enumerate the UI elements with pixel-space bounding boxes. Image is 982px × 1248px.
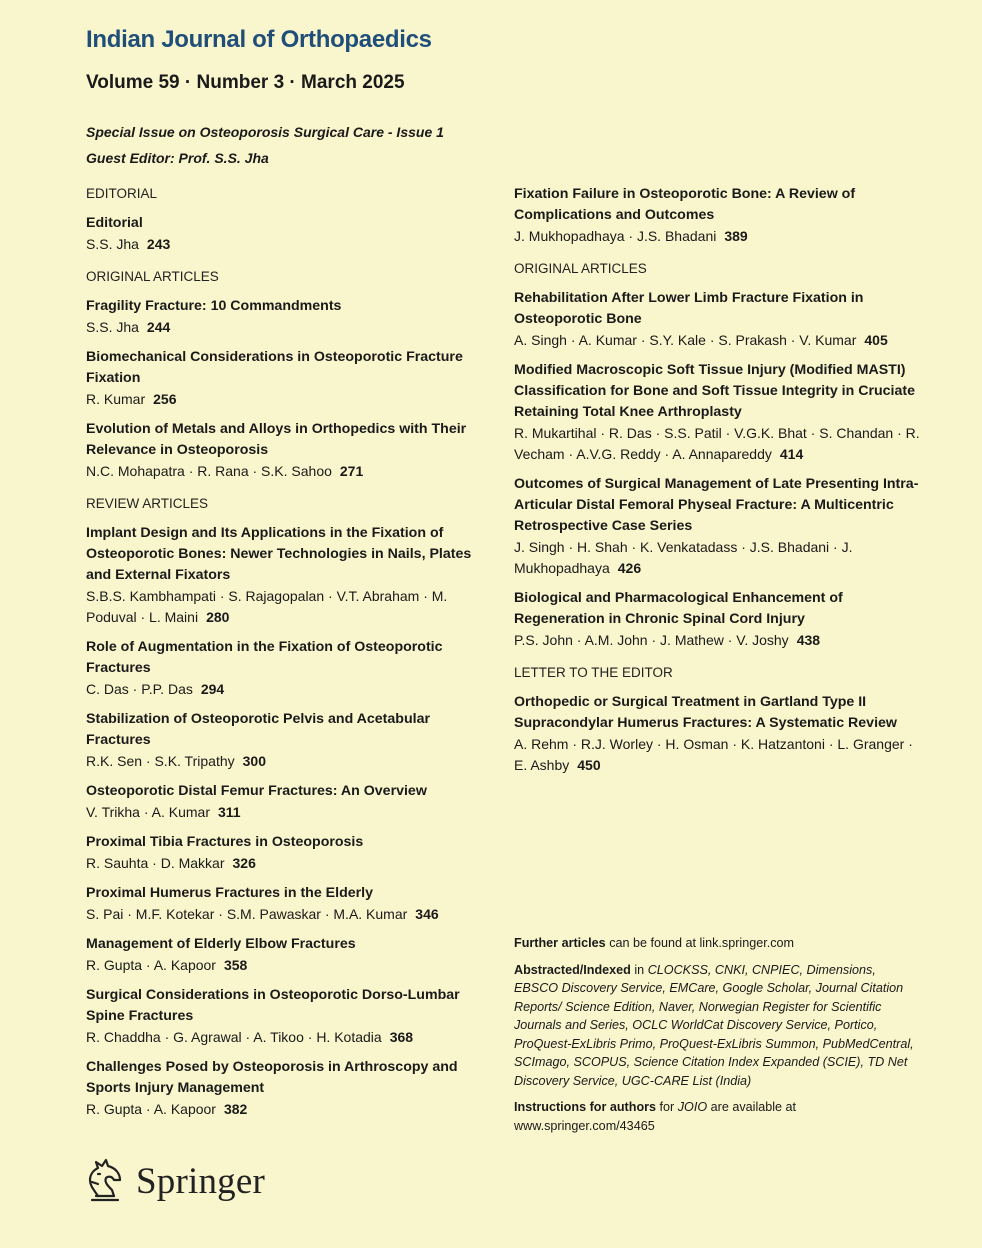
section-heading: REVIEW ARTICLES (86, 496, 209, 511)
author-names: J. Mukhopadhaya · J.S. Bhadani (514, 228, 717, 244)
toc-section (86, 494, 486, 1120)
journal-title: Indian Journal of Orthopaedics (86, 26, 432, 53)
toc-article[interactable] (514, 588, 924, 651)
toc-section (514, 259, 924, 651)
toc-section (514, 663, 924, 776)
author-names: R. Sauhta · D. Makkar (86, 855, 225, 871)
abstracted-indexed (514, 961, 914, 1091)
article-title[interactable]: Orthopedic or Surgical Treatment in Gartland Type II Supracondylar Humerus Fractures: A Systematic Review (514, 694, 897, 731)
article-title[interactable]: Osteoporotic Distal Femur Fractures: An Overview (86, 783, 427, 799)
page-number: 280 (206, 609, 230, 625)
guest-editor: Guest Editor: Prof. S.S. Jha (86, 150, 269, 166)
author-names: A. Singh · A. Kumar · S.Y. Kale · S. Prakash · V. Kumar (514, 332, 857, 348)
article-authors (86, 679, 486, 700)
page-number: 244 (146, 319, 171, 335)
page-number: 450 (577, 757, 601, 773)
author-names: A. Rehm · R.J. Worley · H. Osman · K. Hatzantoni · L. Granger · E. Ashby (514, 736, 913, 773)
author-names: S.S. Jha (86, 236, 139, 252)
toc-section (86, 184, 486, 255)
page-number: 243 (146, 236, 171, 252)
article-title[interactable]: Management of Elderly Elbow Fractures (86, 936, 356, 952)
toc-article[interactable] (514, 692, 924, 776)
abstracted-list: CLOCKSS, CNKI, CNPIEC, Dimensions, EBSCO Discovery Service, EMCare, Google Scholar, Journal Citation Reports/ Science Edition, Naver, Norwegian Register for Scientific Journals and Series, OCLC WorldCat Discovery Service, Portico, ProQuest-ExLibris Primo, ProQuest-ExLibris Summon, PubMedCentral, SCImago, SCOPUS, Science Citation Index Expanded (SCIE), TD Net Discovery Service, UGC-CARE List (India) (514, 962, 914, 1088)
article-title[interactable]: Modified Macroscopic Soft Tissue Injury (Modified MASTI) Classification for Bone and Soft Tissue Integrity in Cruciate Retaining Total Knee Arthroplasty (514, 362, 915, 420)
article-authors (514, 226, 924, 247)
article-title[interactable]: Outcomes of Surgical Management of Late Presenting Intra-Articular Distal Femoral Physeal Fracture: A Multicentric Retrospective Case Series (514, 476, 919, 534)
toc-article[interactable] (86, 1057, 486, 1120)
article-authors (86, 461, 486, 482)
article-authors (514, 630, 924, 651)
article-authors (86, 904, 486, 925)
author-names: V. Trikha · A. Kumar (86, 804, 210, 820)
article-authors (86, 1027, 486, 1048)
page-number: 426 (617, 560, 642, 576)
toc-left-column (86, 184, 486, 1132)
section-heading: LETTER TO THE EDITOR (514, 665, 673, 680)
author-names: S. Pai · M.F. Kotekar · S.M. Pawaskar · M.A. Kumar (86, 906, 408, 922)
abstracted-label: Abstracted/Indexed (514, 962, 631, 977)
page-number: 294 (200, 681, 225, 697)
instructions-for-authors (514, 1098, 914, 1135)
further-articles (514, 934, 914, 953)
instructions-text: are available at www.springer.com/43465 (514, 1100, 797, 1133)
article-authors (514, 330, 924, 351)
page-number: 311 (217, 804, 241, 820)
abstracted-in: in (634, 962, 645, 977)
toc-article[interactable] (514, 184, 924, 247)
toc-article[interactable] (86, 934, 486, 976)
article-authors (86, 234, 486, 255)
section-heading: EDITORIAL (86, 186, 158, 201)
special-issue-block (86, 119, 444, 171)
article-title[interactable]: Biological and Pharmacological Enhancement of Regeneration in Chronic Spinal Cord Injury (514, 590, 843, 627)
page-number: 256 (153, 391, 177, 407)
article-title[interactable]: Proximal Humerus Fractures in the Elderly (86, 885, 373, 901)
article-title[interactable]: Editorial (86, 215, 143, 231)
journal-info (514, 934, 914, 1143)
further-articles-text: can be found at link.springer.com (609, 936, 795, 950)
toc-article[interactable] (86, 419, 486, 482)
author-names: C. Das · P.P. Das (86, 681, 193, 697)
instructions-for: for (659, 1100, 675, 1114)
article-authors (86, 586, 486, 628)
page-number: 389 (724, 228, 748, 244)
article-authors (514, 423, 924, 465)
author-names: N.C. Mohapatra · R. Rana · S.K. Sahoo (86, 463, 332, 479)
author-names: R.K. Sen · S.K. Tripathy (86, 753, 235, 769)
springer-wordmark: Springer (136, 1161, 266, 1202)
toc-right-column (514, 184, 924, 788)
toc-article[interactable] (86, 709, 486, 772)
article-authors (86, 802, 486, 823)
page-number: 382 (223, 1101, 248, 1117)
page-number: 438 (796, 632, 821, 648)
article-authors (86, 389, 486, 410)
article-authors (86, 317, 486, 338)
page-number: 271 (339, 463, 364, 479)
section-heading: ORIGINAL ARTICLES (514, 261, 647, 276)
special-issue-title: Special Issue on Osteoporosis Surgical Care - Issue 1 (86, 124, 444, 140)
instructions-label: Instructions for authors (514, 1100, 657, 1114)
page-number: 368 (389, 1029, 414, 1045)
author-names: S.B.S. Kambhampati · S. Rajagopalan · V.T. Abraham · M. Poduval · L. Maini (86, 588, 448, 625)
author-names: R. Gupta · A. Kapoor (86, 1101, 216, 1117)
toc-article[interactable] (86, 832, 486, 874)
article-title[interactable]: Role of Augmentation in the Fixation of Osteoporotic Fractures (86, 639, 443, 676)
article-title[interactable]: Fixation Failure in Osteoporotic Bone: A Review of Complications and Outcomes (514, 186, 856, 223)
toc-section (86, 267, 486, 482)
article-authors (514, 734, 924, 776)
toc-article[interactable] (86, 883, 486, 925)
article-authors (86, 853, 486, 874)
page-number: 346 (415, 906, 439, 922)
author-names: P.S. John · A.M. John · J. Mathew · V. Joshy (514, 632, 789, 648)
toc-article[interactable] (514, 474, 924, 579)
article-title[interactable]: Surgical Considerations in Osteoporotic Dorso-Lumbar Spine Fractures (86, 987, 460, 1024)
volume-line: Volume 59 · Number 3 · March 2025 (86, 72, 405, 93)
toc-article[interactable] (514, 288, 924, 351)
page-number: 300 (242, 753, 266, 769)
toc-article[interactable] (86, 523, 486, 628)
article-authors (86, 955, 486, 976)
author-names: J. Singh · H. Shah · K. Venkatadass · J.S. Bhadani · J. Mukhopadhaya (514, 539, 853, 576)
article-title[interactable]: Stabilization of Osteoporotic Pelvis and Acetabular Fractures (86, 711, 430, 748)
author-names: R. Gupta · A. Kapoor (86, 957, 216, 973)
article-title[interactable]: Fragility Fracture: 10 Commandments (86, 298, 342, 314)
toc-article[interactable] (86, 296, 486, 338)
instructions-journal: JOIO (677, 1100, 708, 1114)
further-articles-label: Further articles (514, 936, 606, 950)
toc-article[interactable] (514, 360, 924, 465)
author-names: R. Chaddha · G. Agrawal · A. Tikoo · H. Kotadia (86, 1029, 382, 1045)
toc-section (514, 184, 924, 247)
article-title[interactable]: Biomechanical Considerations in Osteoporotic Fracture Fixation (86, 349, 463, 386)
page-number: 414 (779, 446, 804, 462)
article-title[interactable]: Evolution of Metals and Alloys in Orthopedics with Their Relevance in Osteoporosis (86, 421, 467, 458)
article-authors (86, 1099, 486, 1120)
author-names: S.S. Jha (86, 319, 139, 335)
toc-article[interactable] (86, 637, 486, 700)
section-heading: ORIGINAL ARTICLES (86, 269, 219, 284)
page-number: 358 (223, 957, 248, 973)
article-authors (86, 751, 486, 772)
article-title[interactable]: Challenges Posed by Osteoporosis in Arthroscopy and Sports Injury Management (86, 1059, 458, 1096)
springer-logo (84, 1156, 265, 1207)
article-title[interactable]: Rehabilitation After Lower Limb Fracture Fixation in Osteoporotic Bone (514, 290, 864, 327)
toc-article[interactable] (86, 781, 486, 823)
author-names: R. Kumar (86, 391, 146, 407)
toc-article[interactable] (86, 213, 486, 255)
page-number: 405 (864, 332, 888, 348)
toc-article[interactable] (86, 985, 486, 1048)
article-authors (514, 537, 924, 579)
toc-article[interactable] (86, 347, 486, 410)
springer-horse-icon (84, 1156, 126, 1207)
page-number: 326 (232, 855, 256, 871)
author-names: R. Mukartihal · R. Das · S.S. Patil · V.G.K. Bhat · S. Chandan · R. Vecham · A.V.G. Reddy · A. Annapareddy (514, 425, 920, 462)
article-title[interactable]: Proximal Tibia Fractures in Osteoporosis (86, 834, 364, 850)
article-title[interactable]: Implant Design and Its Applications in the Fixation of Osteoporotic Bones: Newer Technologies in Nails, Plates and External Fixators (86, 525, 472, 583)
